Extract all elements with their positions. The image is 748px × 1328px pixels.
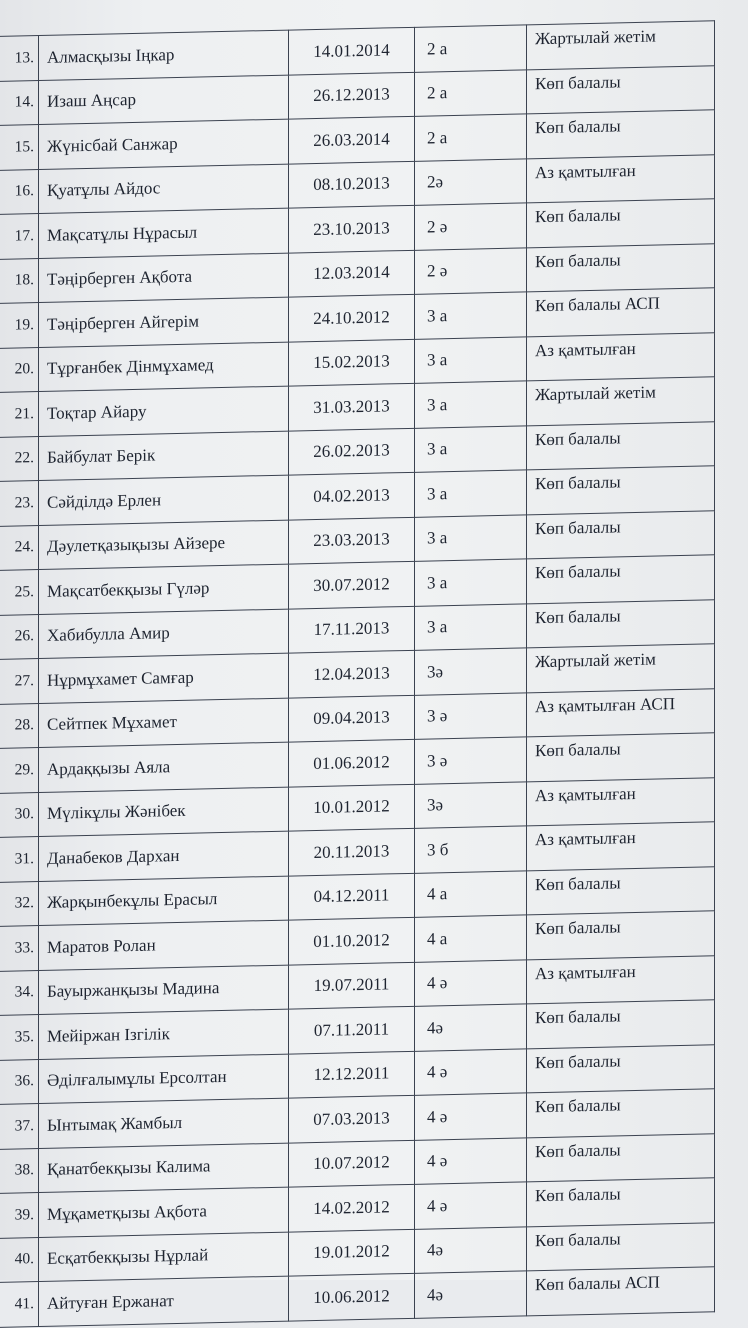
- social-status: Көп балалы: [527, 110, 715, 159]
- social-status: Көп балалы АСП: [527, 1267, 715, 1316]
- student-name: Мейіржан Ізгілік: [39, 1009, 289, 1059]
- class-grade: 3 а: [415, 425, 527, 472]
- birth-date: 20.11.2013: [289, 828, 415, 875]
- social-status: Көп балалы АСП: [527, 288, 715, 337]
- class-grade: 4 ә: [415, 1093, 527, 1140]
- social-status: Жартылай жетім: [527, 377, 715, 426]
- student-name: Әділғалымұлы Ерсолтан: [39, 1054, 289, 1104]
- social-status: Көп балалы: [527, 1222, 715, 1271]
- student-name: Мақсатұлы Нұрасыл: [39, 208, 289, 258]
- birth-date: 10.07.2012: [289, 1140, 415, 1187]
- class-grade: 3ә: [415, 648, 527, 695]
- class-grade: 4ә: [415, 1271, 527, 1318]
- row-number: 28.: [0, 703, 39, 748]
- birth-date: 19.07.2011: [289, 962, 415, 1009]
- student-name: Алмасқызы Іңкар: [39, 30, 289, 80]
- class-grade: 2 а: [415, 25, 527, 72]
- student-name: Сәйділдә Ерлен: [39, 475, 289, 525]
- class-grade: 4ә: [415, 1226, 527, 1273]
- row-number: 15.: [0, 125, 39, 170]
- birth-date: 30.07.2012: [289, 561, 415, 608]
- social-status: Аз қамтылған: [527, 822, 715, 871]
- students-table: [0, 20, 715, 1327]
- row-number: 25.: [0, 570, 39, 615]
- class-grade: 3 а: [415, 381, 527, 428]
- birth-date: 14.01.2014: [289, 27, 415, 74]
- social-status: Аз қамтылған: [527, 154, 715, 203]
- row-number: 39.: [0, 1193, 39, 1238]
- row-number: 33.: [0, 926, 39, 971]
- social-status: Көп балалы: [527, 1178, 715, 1227]
- social-status: Көп балалы: [527, 1133, 715, 1182]
- birth-date: 01.10.2012: [289, 917, 415, 964]
- class-grade: 2 ә: [415, 247, 527, 294]
- birth-date: 12.12.2011: [289, 1051, 415, 1098]
- row-number: 34.: [0, 970, 39, 1015]
- student-name: Мақсатбекқызы Гүләр: [39, 564, 289, 614]
- student-name: Тоқтар Айару: [39, 386, 289, 436]
- row-number: 17.: [0, 214, 39, 259]
- birth-date: 12.04.2013: [289, 650, 415, 697]
- social-status: Аз қамтылған: [527, 955, 715, 1004]
- social-status: Жартылай жетім: [527, 644, 715, 693]
- class-grade: 4 ә: [415, 1182, 527, 1229]
- class-grade: 2ә: [415, 158, 527, 205]
- birth-date: 10.01.2012: [289, 784, 415, 831]
- student-name: Тәңірберген Айгерім: [39, 297, 289, 347]
- class-grade: 3 а: [415, 292, 527, 339]
- social-status: Аз қамтылған: [527, 777, 715, 826]
- birth-date: 14.02.2012: [289, 1184, 415, 1231]
- row-number: 38.: [0, 1148, 39, 1193]
- student-name: Ынтымақ Жамбыл: [39, 1098, 289, 1148]
- social-status: Көп балалы: [527, 466, 715, 515]
- birth-date: 04.02.2013: [289, 472, 415, 519]
- student-name: Хабибулла Амир: [39, 609, 289, 659]
- birth-date: 19.01.2012: [289, 1229, 415, 1276]
- social-status: Аз қамтылған АСП: [527, 688, 715, 737]
- class-grade: 3 ә: [415, 692, 527, 739]
- birth-date: 09.04.2013: [289, 695, 415, 742]
- birth-date: 15.02.2013: [289, 339, 415, 386]
- student-name: Дәулетқазықызы Айзере: [39, 520, 289, 570]
- class-grade: 4ә: [415, 1004, 527, 1051]
- student-name: Изаш Аңсар: [39, 75, 289, 125]
- social-status: Көп балалы: [527, 510, 715, 559]
- student-name: Мұқаметқызы Ақбота: [39, 1187, 289, 1237]
- class-grade: 3 а: [415, 470, 527, 517]
- row-number: 40.: [0, 1237, 39, 1282]
- social-status: Көп балалы: [527, 555, 715, 604]
- row-number: 41.: [0, 1282, 39, 1327]
- row-number: 18.: [0, 258, 39, 303]
- birth-date: 26.02.2013: [289, 428, 415, 475]
- birth-date: 10.06.2012: [289, 1273, 415, 1320]
- student-name: Нұрмұхамет Самғар: [39, 653, 289, 703]
- birth-date: 23.10.2013: [289, 205, 415, 252]
- birth-date: 23.03.2013: [289, 517, 415, 564]
- row-number: 21.: [0, 392, 39, 437]
- social-status: Көп балалы: [527, 733, 715, 782]
- class-grade: 3 а: [415, 336, 527, 383]
- students-table-body: [0, 21, 715, 1327]
- row-number: 26.: [0, 614, 39, 659]
- student-name: Ардаққызы Аяла: [39, 742, 289, 792]
- social-status: Көп балалы: [527, 866, 715, 915]
- class-grade: 2 а: [415, 114, 527, 161]
- birth-date: 07.03.2013: [289, 1095, 415, 1142]
- student-name: Мүлікұлы Жәнібек: [39, 787, 289, 837]
- social-status: Көп балалы: [527, 599, 715, 648]
- row-number: 20.: [0, 347, 39, 392]
- student-name: Байбулат Берік: [39, 431, 289, 481]
- row-number: 32.: [0, 881, 39, 926]
- class-grade: 3 а: [415, 514, 527, 561]
- birth-date: 17.11.2013: [289, 606, 415, 653]
- social-status: Аз қамтылған: [527, 332, 715, 381]
- birth-date: 01.06.2012: [289, 739, 415, 786]
- social-status: Көп балалы: [527, 1000, 715, 1049]
- birth-date: 24.10.2012: [289, 294, 415, 341]
- social-status: Көп балалы: [527, 1044, 715, 1093]
- student-name: Данабеков Дархан: [39, 831, 289, 881]
- birth-date: 08.10.2013: [289, 161, 415, 208]
- student-name: Жарқынбекұлы Ерасыл: [39, 876, 289, 926]
- student-name: Қанатбекқызы Калима: [39, 1143, 289, 1193]
- row-number: 30.: [0, 792, 39, 837]
- class-grade: 2 а: [415, 69, 527, 116]
- birth-date: 07.11.2011: [289, 1006, 415, 1053]
- birth-date: 12.03.2014: [289, 250, 415, 297]
- social-status: Көп балалы: [527, 421, 715, 470]
- birth-date: 26.12.2013: [289, 72, 415, 119]
- student-name: Сейтпек Мұхамет: [39, 698, 289, 748]
- birth-date: 26.03.2014: [289, 116, 415, 163]
- social-status: Көп балалы: [527, 1089, 715, 1138]
- class-grade: 3 а: [415, 603, 527, 650]
- row-number: 35.: [0, 1015, 39, 1060]
- student-name: Қуатұлы Айдос: [39, 164, 289, 214]
- row-number: 31.: [0, 837, 39, 882]
- row-number: 13.: [0, 36, 39, 81]
- birth-date: 31.03.2013: [289, 383, 415, 430]
- class-grade: 4 а: [415, 870, 527, 917]
- student-name: Айтуған Ержанат: [39, 1276, 289, 1326]
- student-name: Тәңірберген Ақбота: [39, 253, 289, 303]
- row-number: 37.: [0, 1104, 39, 1149]
- class-grade: 4 ә: [415, 959, 527, 1006]
- student-name: Есқатбекқызы Нұрлай: [39, 1232, 289, 1282]
- class-grade: 3ә: [415, 781, 527, 828]
- social-status: Көп балалы: [527, 243, 715, 292]
- social-status: Көп балалы: [527, 199, 715, 248]
- student-name: Бауыржанқызы Мадина: [39, 965, 289, 1015]
- social-status: Көп балалы: [527, 65, 715, 114]
- row-number: 36.: [0, 1059, 39, 1104]
- row-number: 14.: [0, 80, 39, 125]
- student-name: Маратов Ролан: [39, 920, 289, 970]
- row-number: 19.: [0, 303, 39, 348]
- row-number: 16.: [0, 169, 39, 214]
- class-grade: 3 ә: [415, 737, 527, 784]
- class-grade: 4 ә: [415, 1048, 527, 1095]
- class-grade: 2 ә: [415, 203, 527, 250]
- class-grade: 4 ә: [415, 1137, 527, 1184]
- social-status: Көп балалы: [527, 911, 715, 960]
- birth-date: 04.12.2011: [289, 873, 415, 920]
- row-number: 29.: [0, 748, 39, 793]
- class-grade: 4 а: [415, 915, 527, 962]
- row-number: 22.: [0, 436, 39, 481]
- class-grade: 3 б: [415, 826, 527, 873]
- social-status: Жартылай жетім: [527, 21, 715, 70]
- row-number: 23.: [0, 481, 39, 526]
- student-name: Жүнісбай Санжар: [39, 119, 289, 169]
- class-grade: 3 а: [415, 559, 527, 606]
- row-number: 24.: [0, 525, 39, 570]
- document-page: [0, 20, 730, 1328]
- row-number: 27.: [0, 659, 39, 704]
- student-name: Тұрғанбек Дінмұхамед: [39, 342, 289, 392]
